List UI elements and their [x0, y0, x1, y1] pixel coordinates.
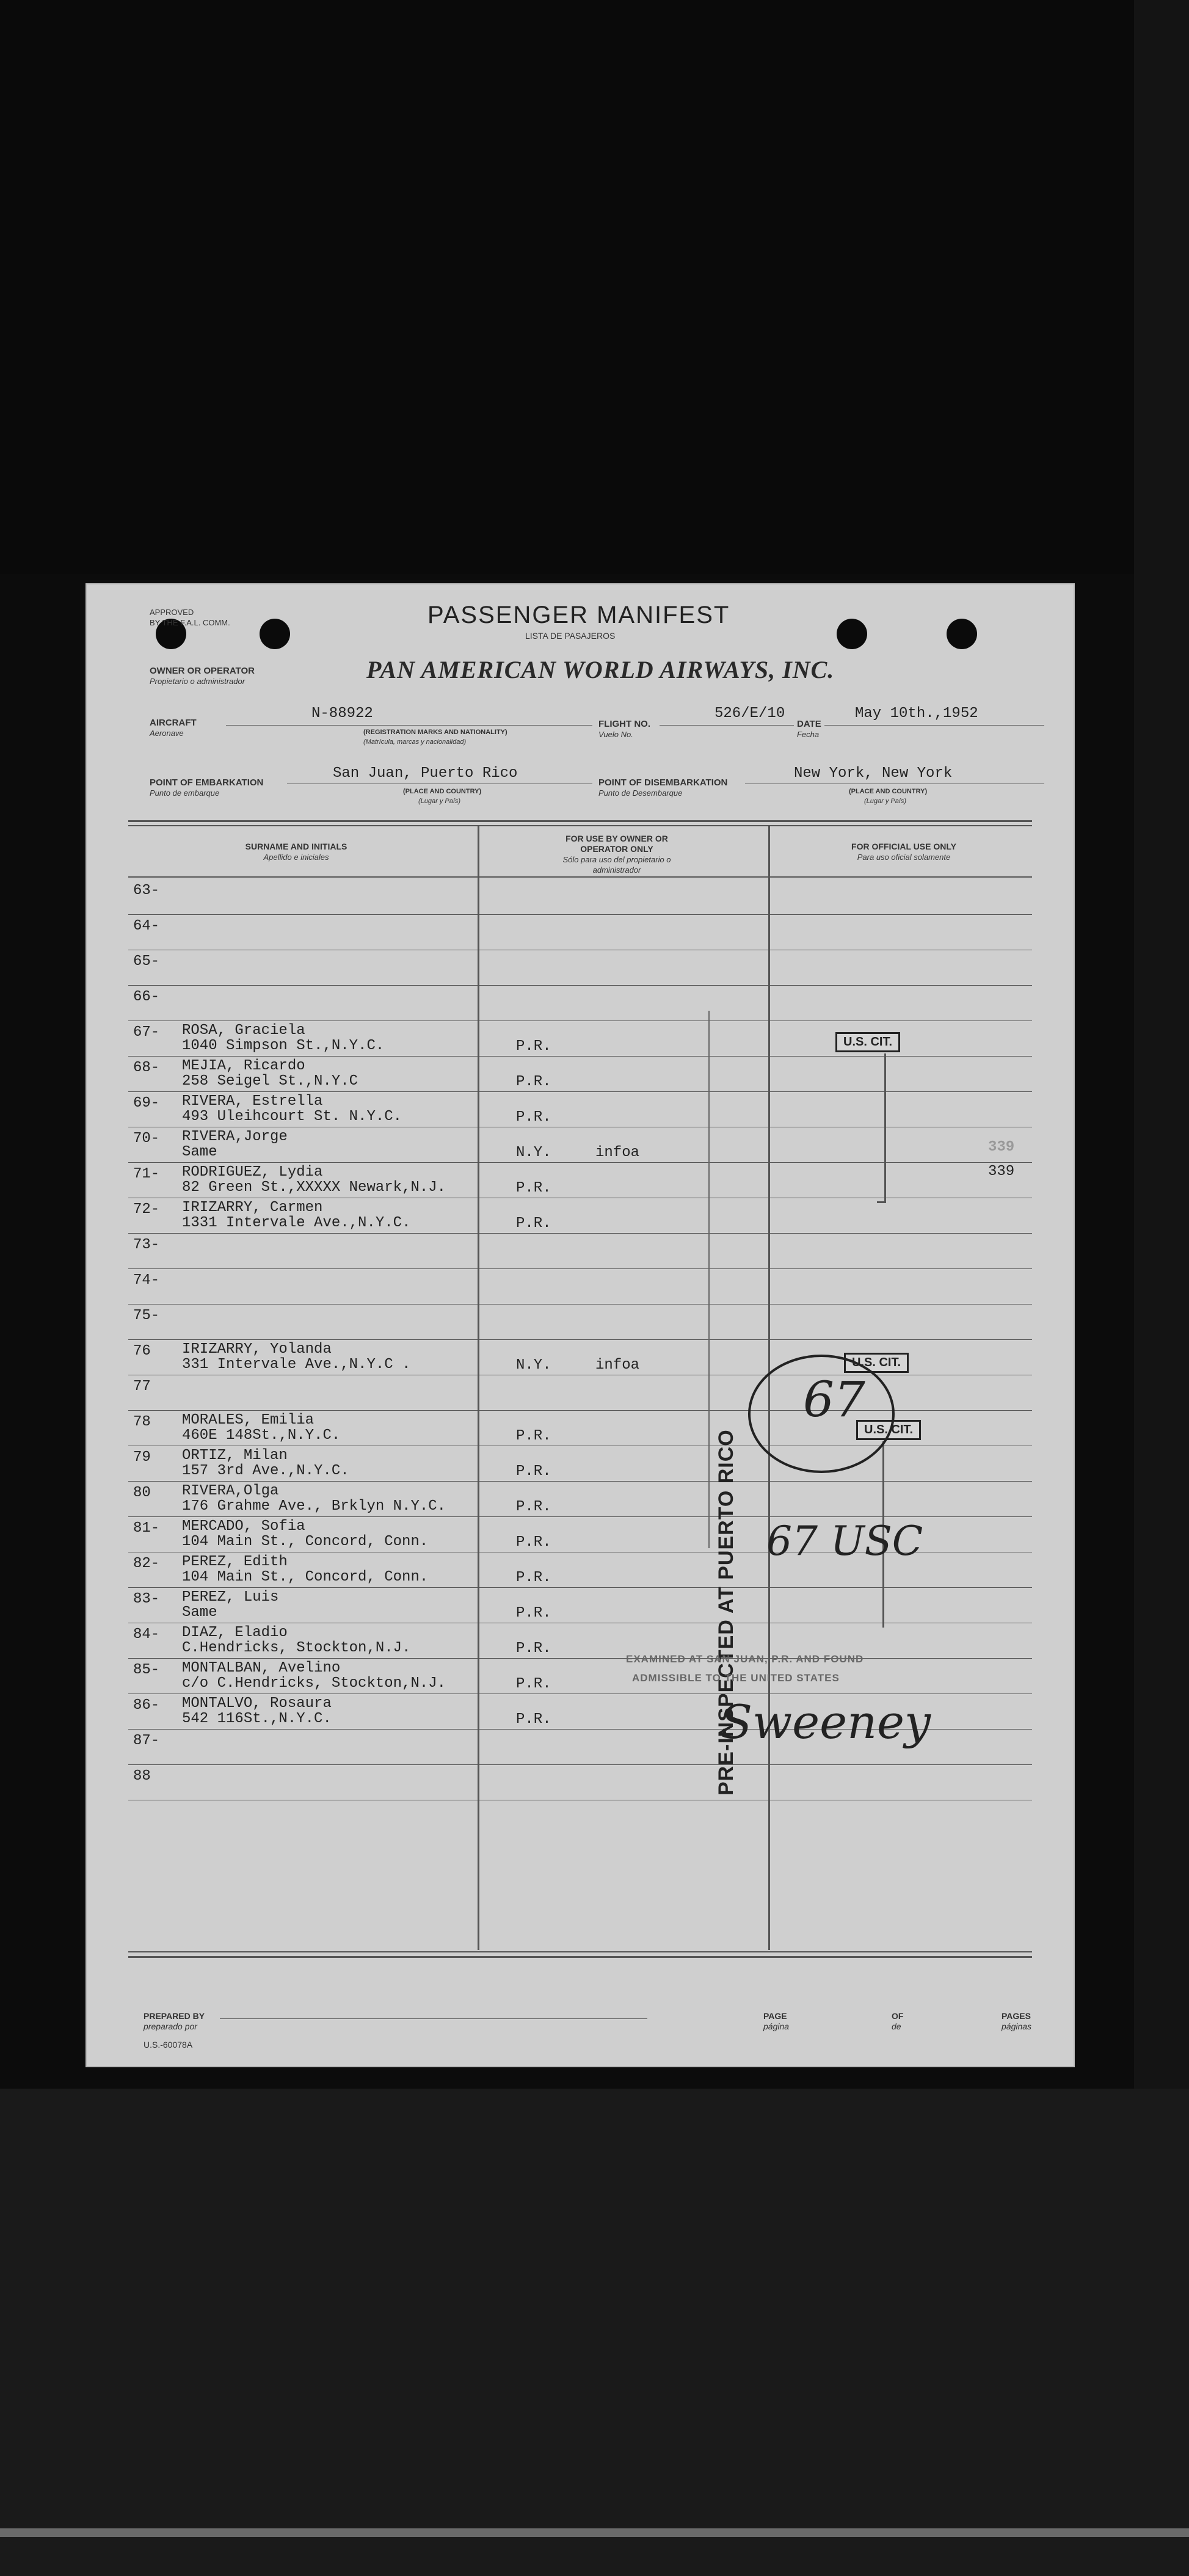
row-number: 77: [133, 1378, 151, 1395]
header-bottom-rule: [128, 876, 1032, 878]
place-note-es: (Lugar y País): [864, 798, 907, 805]
passenger-address: 493 Uleihcourt St. N.Y.C.: [182, 1108, 402, 1125]
flight-label-es: Vuelo No.: [598, 730, 633, 739]
owner-label-es: Propietario o administrador: [150, 677, 245, 686]
row-number: 67-: [133, 1024, 160, 1041]
passenger-name: RODRIGUEZ, Lydia: [182, 1164, 323, 1181]
column-header-owner-use-es: Sólo para uso del propietario o administrador: [562, 855, 671, 875]
scan-background-top: [0, 0, 1189, 574]
us-citizen-stamp: U.S. CIT.: [844, 1353, 909, 1373]
row-number: 82-: [133, 1555, 160, 1572]
row-rule: [128, 1658, 1032, 1659]
row-rule: [128, 914, 1032, 915]
owner-origin: N.Y.: [516, 1357, 551, 1374]
owner-origin: P.R.: [516, 1676, 551, 1692]
owner-origin: P.R.: [516, 1640, 551, 1657]
owner-origin: P.R.: [516, 1570, 551, 1586]
handwritten-67usc: 67 USC: [766, 1518, 923, 1565]
flight-value: 526/E/10: [714, 705, 785, 722]
passenger-address: 1040 Simpson St.,N.Y.C.: [182, 1038, 385, 1054]
page-title: PASSENGER MANIFEST: [427, 602, 730, 628]
table-bottom-rule: [128, 1951, 1032, 1952]
aircraft-label: AIRCRAFT: [150, 718, 197, 728]
punch-hole: [260, 619, 290, 649]
approved-stub-2: BY THE F.A.L. COMM.: [150, 618, 230, 627]
date-value: May 10th.,1952: [855, 705, 978, 722]
owner-note: infoa: [595, 1357, 640, 1374]
column-header-official-use: [776, 842, 1032, 862]
punch-hole: [837, 619, 867, 649]
us-citizen-stamp: U.S. CIT.: [835, 1032, 900, 1052]
disembark-label-es: Punto de Desembarque: [598, 788, 683, 798]
underline: [824, 725, 1044, 726]
column-header-surname: [131, 842, 461, 862]
date-label: DATE: [797, 719, 821, 729]
row-rule: [128, 1339, 1032, 1340]
prepared-by-label: PREPARED BY: [144, 2011, 205, 2021]
row-rule: [128, 1162, 1032, 1163]
row-number: 80: [133, 1485, 151, 1501]
passenger-name: MERCADO, Sofia: [182, 1518, 305, 1535]
passenger-name: IRIZARRY, Yolanda: [182, 1341, 332, 1358]
row-number: 66-: [133, 989, 160, 1005]
passenger-address: 1331 Intervale Ave.,N.Y.C.: [182, 1215, 411, 1231]
row-rule: [128, 1268, 1032, 1269]
owner-note: infoa: [595, 1144, 640, 1161]
owner-origin: P.R.: [516, 1109, 551, 1126]
of-label-es: de: [892, 2021, 901, 2031]
row-rule: [128, 1764, 1032, 1765]
row-number: 74-: [133, 1272, 160, 1289]
pages-label-es: páginas: [1002, 2021, 1032, 2031]
row-number: 73-: [133, 1237, 160, 1253]
place-note: (PLACE AND COUNTRY): [849, 788, 928, 795]
passenger-name: DIAZ, Eladio: [182, 1625, 288, 1641]
table-bottom-rule: [128, 1956, 1032, 1958]
row-number: 69-: [133, 1095, 160, 1112]
underline: [660, 725, 794, 726]
row-number: 88: [133, 1768, 151, 1785]
owner-origin: P.R.: [516, 1534, 551, 1551]
passenger-address: 331 Intervale Ave.,N.Y.C .: [182, 1356, 411, 1373]
underline: [226, 725, 592, 726]
passenger-name: MEJIA, Ricardo: [182, 1058, 305, 1074]
row-number: 86-: [133, 1697, 160, 1714]
passenger-address: 460E 148St.,N.Y.C.: [182, 1427, 341, 1444]
passenger-address: Same: [182, 1144, 217, 1160]
row-number: 65-: [133, 953, 160, 970]
passenger-address: 542 116St.,N.Y.C.: [182, 1711, 332, 1727]
pages-label: PAGES: [1002, 2011, 1031, 2021]
aircraft-label-es: Aeronave: [150, 729, 184, 738]
registration-note: (REGISTRATION MARKS AND NATIONALITY): [363, 729, 507, 736]
passenger-name: MONTALVO, Rosaura: [182, 1695, 332, 1712]
aircraft-value: N-88922: [311, 705, 373, 722]
embark-label: POINT OF EMBARKATION: [150, 777, 264, 788]
passenger-name: ORTIZ, Milan: [182, 1447, 288, 1464]
column-header-owner-use-text: FOR USE BY OWNER OR OPERATOR ONLY: [565, 834, 668, 854]
approved-stub: APPROVED: [150, 608, 194, 617]
handwritten-67: 67: [803, 1371, 865, 1428]
table-top-rule: [128, 825, 1032, 826]
passenger-address: 157 3rd Ave.,N.Y.C.: [182, 1463, 349, 1479]
row-rule: [128, 1587, 1032, 1588]
passenger-address: 104 Main St., Concord, Conn.: [182, 1534, 429, 1550]
underline: [220, 2018, 647, 2019]
row-number: 75-: [133, 1308, 160, 1324]
column-divider: [478, 826, 479, 1950]
passenger-name: RIVERA, Estrella: [182, 1093, 323, 1110]
place-note-es: (Lugar y País): [418, 798, 461, 805]
embark-label-es: Punto de embarque: [150, 788, 220, 798]
passenger-name: RIVERA,Jorge: [182, 1129, 288, 1145]
column-header-surname-text: SURNAME AND INITIALS: [245, 842, 347, 851]
row-number: 87-: [133, 1733, 160, 1749]
punch-hole: [947, 619, 977, 649]
passenger-name: MORALES, Emilia: [182, 1412, 315, 1428]
us-citizen-stamp: U.S. CIT.: [856, 1420, 921, 1440]
row-number: 71-: [133, 1166, 160, 1182]
row-number: 81-: [133, 1520, 160, 1537]
pre-inspected-stamp: PRE-INSPECTED AT PUERTO RICO: [714, 1429, 738, 1796]
owner-origin: N.Y.: [516, 1144, 551, 1161]
passenger-name: IRIZARRY, Carmen: [182, 1199, 323, 1216]
row-number: 79: [133, 1449, 151, 1466]
scan-background-bottom: [0, 2089, 1189, 2576]
inspector-signature: Sweeney: [721, 1695, 931, 1749]
passenger-name: PEREZ, Edith: [182, 1554, 288, 1570]
table-top-rule: [128, 820, 1032, 822]
row-number: 64-: [133, 918, 160, 934]
passenger-name: MONTALBAN, Avelino: [182, 1660, 341, 1676]
passenger-address: Same: [182, 1604, 217, 1621]
of-label: OF: [892, 2011, 904, 2021]
row-number: 76: [133, 1343, 151, 1359]
owner-origin: P.R.: [516, 1038, 551, 1055]
passenger-address: 176 Grahme Ave., Brklyn N.Y.C.: [182, 1498, 446, 1515]
column-header-official-use-es: Para uso oficial solamente: [857, 853, 951, 862]
passenger-address: 104 Main St., Concord, Conn.: [182, 1569, 429, 1585]
owner-origin: P.R.: [516, 1180, 551, 1196]
passenger-address: 258 Seigel St.,N.Y.C: [182, 1073, 358, 1090]
row-number: 63-: [133, 882, 160, 899]
owner-origin: P.R.: [516, 1499, 551, 1515]
owner-origin: P.R.: [516, 1605, 551, 1621]
disembark-value: New York, New York: [794, 765, 953, 782]
examined-stamp: EXAMINED AT SAN JUAN, P.R. AND FOUND: [626, 1653, 864, 1665]
number-339-faint: 339: [988, 1139, 1015, 1155]
owner-origin: P.R.: [516, 1711, 551, 1728]
passenger-address: c/o C.Hendricks, Stockton,N.J.: [182, 1675, 446, 1692]
manifest-paper: [85, 583, 1075, 2067]
row-rule: [128, 1233, 1032, 1234]
prepared-by-label-es: preparado por: [144, 2021, 197, 2031]
stamp-rule: [708, 1011, 710, 1548]
page-subtitle: LISTA DE PASAJEROS: [525, 631, 616, 641]
owner-origin: P.R.: [516, 1463, 551, 1480]
row-number: 84-: [133, 1626, 160, 1643]
row-number: 70-: [133, 1130, 160, 1147]
number-339: 339: [988, 1163, 1015, 1180]
row-number: 68-: [133, 1060, 160, 1076]
owner-origin: P.R.: [516, 1074, 551, 1090]
passenger-address: 82 Green St.,XXXXX Newark,N.J.: [182, 1179, 446, 1196]
passenger-name: RIVERA,Olga: [182, 1483, 279, 1499]
row-rule: [128, 1091, 1032, 1092]
row-number: 83-: [133, 1591, 160, 1607]
bracket-tick: [877, 1201, 885, 1203]
row-number: 85-: [133, 1662, 160, 1678]
row-number: 78: [133, 1414, 151, 1430]
row-number: 72-: [133, 1201, 160, 1218]
disembark-label: POINT OF DISEMBARKATION: [598, 777, 728, 788]
passenger-name: PEREZ, Luis: [182, 1589, 279, 1606]
bracket-line: [884, 1053, 886, 1203]
date-label-es: Fecha: [797, 730, 820, 739]
column-header-owner-use: [489, 834, 745, 875]
row-rule: [128, 1481, 1032, 1482]
row-rule: [128, 985, 1032, 986]
place-note: (PLACE AND COUNTRY): [403, 788, 482, 795]
passenger-name: ROSA, Graciela: [182, 1022, 305, 1039]
admissible-stamp: ADMISSIBLE TO THE UNITED STATES: [632, 1672, 840, 1684]
scan-stripe: [0, 2528, 1189, 2537]
passenger-address: C.Hendricks, Stockton,N.J.: [182, 1640, 411, 1656]
row-rule: [128, 1516, 1032, 1517]
column-header-official-use-text: FOR OFFICIAL USE ONLY: [851, 842, 956, 851]
form-number: U.S.-60078A: [144, 2040, 193, 2050]
flight-label: FLIGHT NO.: [598, 719, 650, 729]
registration-note-es: (Matrícula, marcas y nacionalidad): [363, 738, 467, 746]
page-label: PAGE: [763, 2011, 787, 2021]
column-header-surname-es: Apellido e iniciales: [263, 853, 329, 862]
owner-origin: P.R.: [516, 1215, 551, 1232]
embark-value: San Juan, Puerto Rico: [333, 765, 518, 782]
owner-origin: P.R.: [516, 1428, 551, 1444]
airline-name: PAN AMERICAN WORLD AIRWAYS, INC.: [366, 656, 835, 683]
owner-label: OWNER OR OPERATOR: [150, 666, 255, 676]
page-label-es: página: [763, 2021, 790, 2031]
row-rule: [128, 1056, 1032, 1057]
